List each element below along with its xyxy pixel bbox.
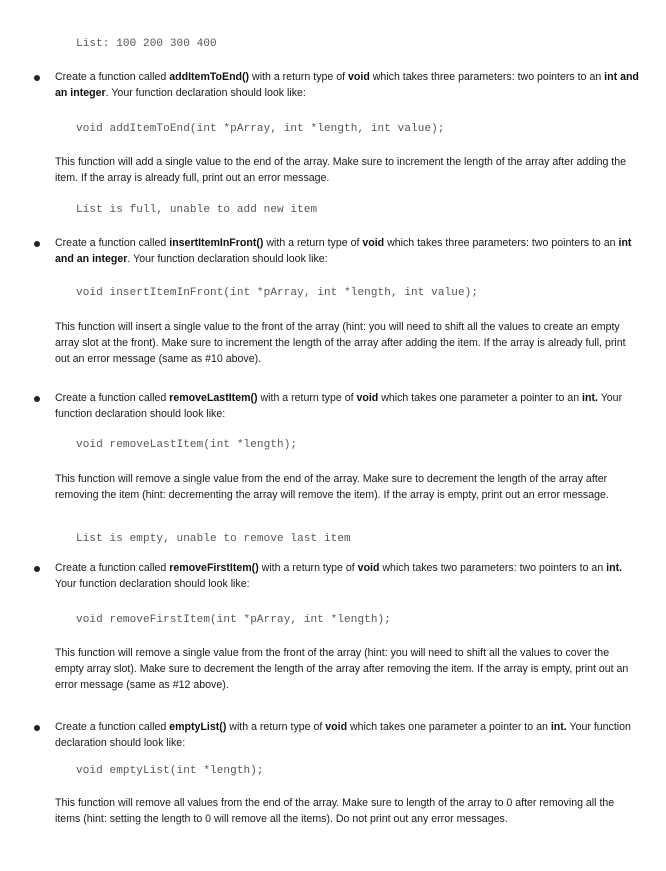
section-2-intro: Create a function called insertItemInFront() with a return type of void which takes three parameters: two pointers to an int and an integer. Your function declaration should look like: <box>55 237 632 265</box>
bullet-icon <box>34 566 40 572</box>
section-5-intro: Create a function called emptyList() with a return type of void which takes one parameter a pointer to an int. Your function declaration should look like: <box>55 721 631 749</box>
section-1-code: void addItemToEnd(int *pArray, int *length, int value); <box>76 123 445 135</box>
bullet-icon <box>34 725 40 731</box>
section-4-description: This function will remove a single value from the front of the array (hint: you will need to shift all the values to cover the empty array slot). Make sure to decrement the length of the array after removing the item. If the array is empty, print out an error message (same as #12 above). <box>55 647 629 691</box>
bullet-icon <box>34 396 40 402</box>
section-4-intro: Create a function called removeFirstItem() with a return type of void which takes two parameters: two pointers to an int. Your function declaration should look like: <box>55 562 623 590</box>
section-5-description: This function will remove all values from the end of the array. Make sure to length of the array to 0 after removing all the items (hint: setting the length to 0 will remove all the items). Do not print out any error messages. <box>55 797 615 825</box>
section-1-description: This function will add a single value to the end of the array. Make sure to increment the length of the array after adding the item. If the array is already full, print out an error message. <box>55 156 627 184</box>
bullet-icon <box>34 241 40 247</box>
section-3-message: List is empty, unable to remove last item <box>76 533 351 545</box>
top-list-output: List: 100 200 300 400 <box>76 38 217 50</box>
section-3-intro: Create a function called removeLastItem() with a return type of void which takes one parameter a pointer to an int. Your function declaration should look like: <box>55 392 623 420</box>
section-1-message: List is full, unable to add new item <box>76 204 318 216</box>
section-3-code: void removeLastItem(int *length); <box>76 439 298 451</box>
section-3-description: This function will remove a single value from the end of the array. Make sure to decrement the length of the array after removing the item (hint: decrementing the array will remove the item). If the array is empty, print out an error message. <box>55 473 609 501</box>
section-4-code: void removeFirstItem(int *pArray, int *length); <box>76 614 391 626</box>
section-1-intro: Create a function called addItemToEnd() with a return type of void which takes three parameters: two pointers to an int and an integer. Your function declaration should look like: <box>55 71 639 99</box>
section-5-code: void emptyList(int *length); <box>76 765 264 777</box>
section-2-description: This function will insert a single value to the front of the array (hint: you will need to shift all the values to create an empty array slot at the front). Make sure to increment the length of the array after adding the item. If the array is already full, print out an error message (same as #10 above). <box>55 321 626 365</box>
section-2-code: void insertItemInFront(int *pArray, int *length, int value); <box>76 287 479 299</box>
bullet-icon <box>34 75 40 81</box>
